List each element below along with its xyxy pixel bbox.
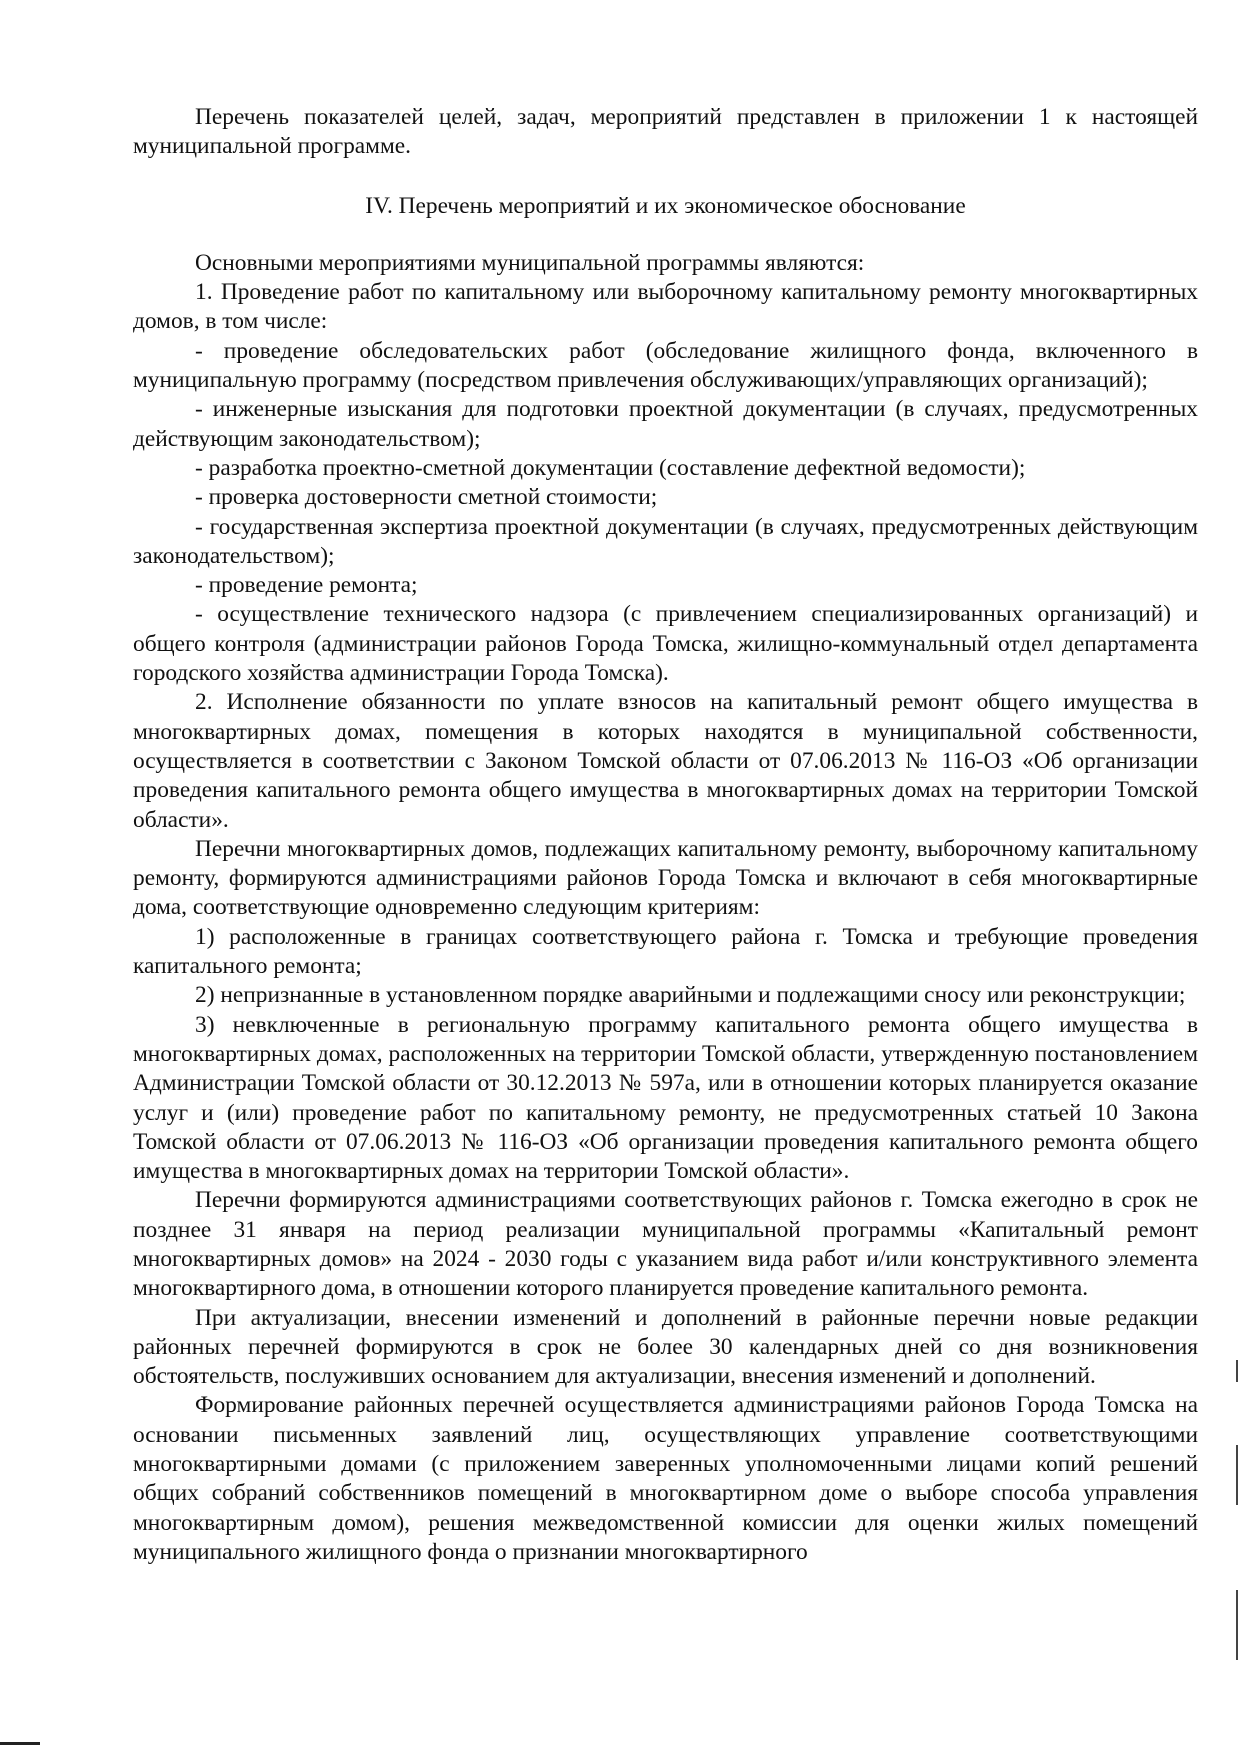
section-heading: IV. Перечень мероприятий и их экономическое обоснование	[365, 192, 966, 219]
list-item: - разработка проектно-сметной документации (составление дефектной ведомости);	[195, 454, 1026, 481]
list-item: - проведение обследовательских работ (обследование жилищного фонда, включенного в муниципальную программу (посредством привлечения обслуживающих/управляющих организаций);	[133, 337, 1198, 394]
intro-paragraph: Перечень показателей целей, задач, мероприятий представлен в приложении 1 к настоящей муниципальной программе.	[133, 104, 1198, 160]
document-page	[133, 103, 1198, 1567]
paragraph: При актуализации, внесении изменений и дополнений в районные перечни новые редакции районных перечней формируются в срок не более 30 календарных дней со дня возникновения обстоятельств, послуживших основанием для актуализации, внесения изменений и дополнений.	[133, 1304, 1198, 1390]
scan-edge-mark	[1236, 1590, 1238, 1660]
paragraph: 2. Исполнение обязанности по уплате взносов на капитальный ремонт общего имущества в многоквартирных домах, помещения в которых находятся в муниципальной собственности, осуществляется в соответствии с Законом Томской области от 07.06.2013 № 116-ОЗ «Об организации проведения капитального ремонта общего имущества в многоквартирных домах на территории Томской области».	[133, 689, 1198, 833]
scan-edge-mark	[1236, 1445, 1238, 1505]
paragraph: Перечни многоквартирных домов, подлежащих капитальному ремонту, выборочному капитальному ремонту, формируются администрациями районов Города Томска и включают в себя многоквартирные дома, соответствующие одновременно следующим критериям:	[133, 835, 1198, 921]
criteria-item: 1) расположенные в границах соответствующего района г. Томска и требующие проведения капитального ремонта;	[133, 923, 1198, 980]
list-item: - проверка достоверности сметной стоимости;	[195, 484, 658, 511]
list-item: - проведение ремонта;	[195, 572, 418, 599]
list-item: - государственная экспертиза проектной документации (в случаях, предусмотренных действующим законодательством);	[133, 513, 1198, 569]
paragraph: Формирование районных перечней осуществляется администрациями районов Города Томска на основании письменных заявлений лиц, осуществляющих управление соответствующими многоквартирными домами (с приложением заверенных уполномоченными лицами копий решений общих собраний собственников помещений в многоквартирном доме о выборе способа управления многоквартирным домом), решения межведомственной комиссии для оценки жилых помещений муниципального жилищного фонда о признании многоквартирного	[133, 1392, 1198, 1565]
list-item: - осуществление технического надзора (с привлечением специализированных организаций) и общего контроля (администрации районов Города Томска, жилищно-коммунальный отдел департамента городского хозяйства администрации Города Томска).	[133, 601, 1198, 687]
paragraph: Основными мероприятиями муниципальной программы являются:	[195, 249, 865, 276]
paragraph: 1. Проведение работ по капитальному или выборочному капитальному ремонту многоквартирных домов, в том числе:	[133, 279, 1198, 335]
criteria-item: 3) невключенные в региональную программу капитального ремонта общего имущества в многоквартирных домах, расположенных на территории Томской области, утвержденную постановлением Администрации Томской области от 30.12.2013 № 597а, или в отношении которых планируется оказание услуг и (или) проведение работ по капитальному ремонту, не предусмотренных статьей 10 Закона Томской области от 07.06.2013 № 116-ОЗ «Об организации проведения капитального ремонта общего имущества в многоквартирных домах на территории Томской области».	[133, 1011, 1198, 1185]
scan-edge-mark	[0, 1742, 40, 1745]
list-item: - инженерные изыскания для подготовки проектной документации (в случаях, предусмотренных действующим законодательством);	[133, 396, 1198, 452]
scan-edge-mark	[1236, 1360, 1238, 1382]
paragraph: Перечни формируются администрациями соответствующих районов г. Томска ежегодно в срок не позднее 31 января на период реализации муниципальной программы «Капитальный ремонт многоквартирных домов» на 2024 - 2030 годы с указанием вида работ и/или конструктивного элемента многоквартирного дома, в отношении которого планируется проведение капитального ремонта.	[133, 1187, 1198, 1302]
criteria-item: 2) непризнанные в установленном порядке аварийными и подлежащими сносу или реконструкции;	[195, 982, 1186, 1009]
